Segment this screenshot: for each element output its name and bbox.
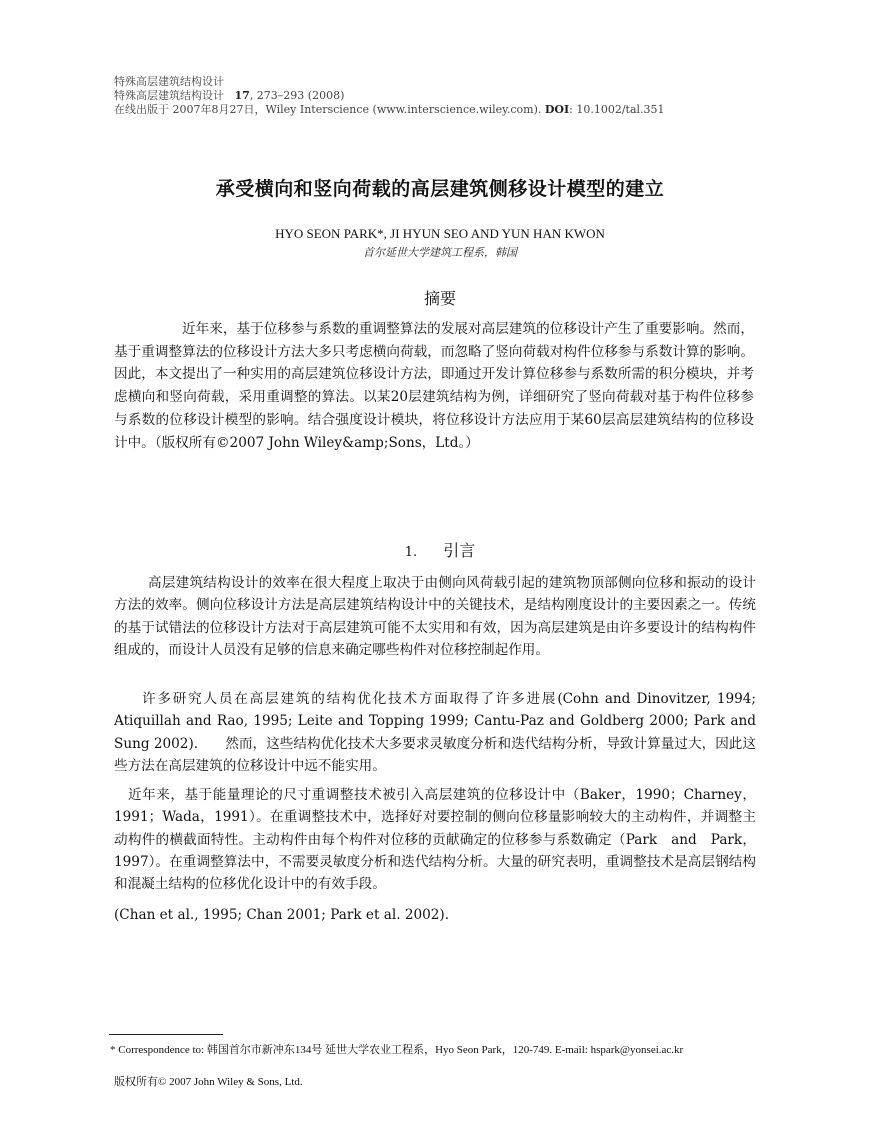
author-list: HYO SEON PARK*, JI HYUN SEO AND YUN HAN KWON bbox=[275, 226, 605, 241]
journal-header bbox=[114, 75, 665, 117]
paper-title: 承受横向和竖向荷载的高层建筑侧移设计模型的建立 bbox=[215, 178, 665, 200]
page-range: , 273–293 (2008) bbox=[249, 89, 345, 102]
journal-name-repeat: 特殊高层建筑结构设计 bbox=[114, 89, 224, 102]
published-date: 在线出版于 2007年8月27日，Wiley Interscience (www.interscience.wiley.com). bbox=[114, 103, 545, 116]
intro-paragraph-1: 高层建筑结构设计的效率在很大程度上取决于由侧向风荷载引起的建筑物顶部侧向位移和振动的设计方法的效率。侧向位移设计方法是高层建筑结构设计中的关键技术，是结构刚度设计的主要因素之一。传统的基于试错法的位移设计方法对于高层建筑可能不太实用和有效，因为高层建筑是由许多要设计的结构构件组成的，而设计人员没有足够的信息来确定哪些构件对位移控制起作用。 bbox=[114, 575, 756, 658]
section-heading-introduction bbox=[0, 538, 880, 561]
intro-paragraph-2: 许多研究人员在高层建筑的结构优化技术方面取得了许多进展(Cohn and Dinovitzer, 1994; Atiquillah and Rao, 1995; Leite and Topping 1999; Cantu-Paz and Goldberg 2000; Park and Sung 2002). 然而，这些结构优化技术大多要求灵敏度分析和迭代结构分析，导致计算量过大，因此这些方法在高层建筑的位移设计中远不能实用。 bbox=[114, 691, 756, 774]
doi-label: DOI bbox=[544, 103, 570, 116]
publication-info bbox=[114, 103, 665, 117]
abstract-heading: 摘要 bbox=[423, 289, 456, 308]
footnote-divider bbox=[109, 1034, 223, 1035]
section-title: 引言 bbox=[443, 541, 476, 560]
section-number: 1. bbox=[404, 545, 418, 560]
journal-name: 特殊高层建筑结构设计 bbox=[114, 75, 224, 88]
intro-paragraph-citations: (Chan et al., 1995; Chan 2001; Park et al. 2002). bbox=[114, 907, 450, 923]
abstract-body: 近年来，基于位移参与系数的重调整算法的发展对高层建筑的位移设计产生了重要影响。然而，基于重调整算法的位移设计方法大多只考虑横向荷载，而忽略了竖向荷载对构件位移参与系数计算的影响。因此，本文提出了一种实用的高层建筑位移设计方法，即通过开发计算位移参与系数所需的积分模块，并考虑横向和竖向荷载，采用重调整的算法。以某20层建筑结构为例，详细研究了竖向荷载对基于构件位移参与系数的位移设计模型的影响。结合强度设计模块，将位移设计方法应用于某60层高层建筑结构的位移设计中。（版权所有©2007 John Wiley&amp;Sons，Ltd。） bbox=[114, 321, 754, 451]
intro-paragraph-3: 近年来，基于能量理论的尺寸重调整技术被引入高层建筑的位移设计中（Baker，1990；Charney，1991；Wada，1991）。在重调整技术中，选择好对要控制的侧向位移量影响较大的主动构件，并调整主动构件的横截面特性。主动构件由每个构件对位移的贡献确定的位移参与系数确定（Park and Park，1997）。在重调整算法中，不需要灵敏度分析和迭代结构分析。大量的研究表明，重调整技术是高层钢结构和混凝土结构的位移优化设计中的有效手段。 bbox=[114, 787, 756, 893]
journal-citation bbox=[114, 89, 665, 103]
volume-number: 17 bbox=[234, 89, 250, 102]
doi-value: : 10.1002/tal.351 bbox=[569, 103, 665, 116]
copyright-notice: 版权所有© 2007 John Wiley & Sons, Ltd. bbox=[114, 1076, 303, 1088]
correspondence-footnote: * Correspondence to: 韩国首尔市新冲东134号 延世大学农业工程系，Hyo Seon Park，120-749. E-mail: hspark@yonsei.ac.kr bbox=[110, 1044, 684, 1056]
author-affiliation: 首尔延世大学建筑工程系，韩国 bbox=[363, 246, 517, 259]
